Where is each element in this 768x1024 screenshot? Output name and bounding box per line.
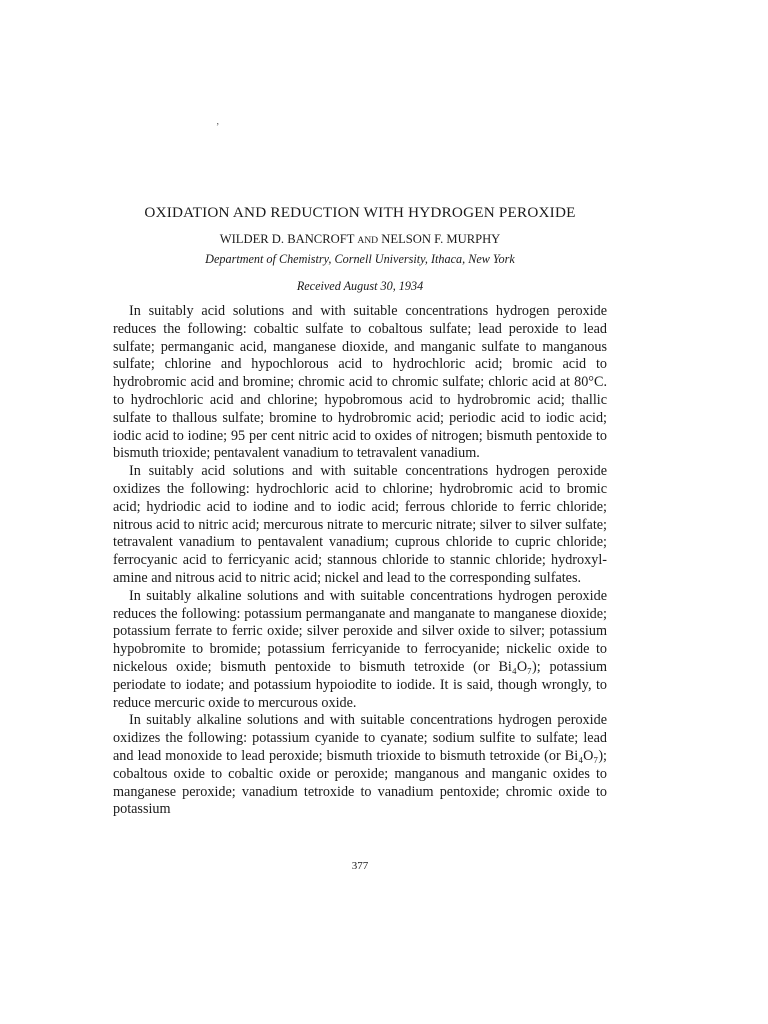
page-number: 377 — [351, 860, 369, 872]
paragraph-acid-oxidation: In suitably acid solutions and with suitable concentrations hydrogen peroxide oxidizes the following: hydrochloric acid to chlorine; hydrobromic acid to bromic acid; hydriodic acid to iodine and to iodic acid; ferrous chloride to ferric chloride; nitrous acid to nitric acid; mercurous nitrate to mercuric nitrate; silver to silver sulfate; tetravalent vanadium to pentavalent vanadium; cuprous chloride to cupric chloride; ferrocyanic acid to ferricyanic acid; stannous chloride to stannic chloride; hydroxylamine and nitrous acid to nitric acid; nickel and lead to the corresponding sulfates. — [113, 463, 607, 586]
author-affiliation: Department of Chemistry, Cornell University, Ithaca, New York — [205, 252, 515, 266]
author-joiner: AND — [357, 235, 379, 246]
received-date: Received August 30, 1934 — [296, 279, 424, 293]
scan-speck: ’ — [216, 122, 220, 133]
author-murphy: NELSON F. MURPHY — [381, 232, 501, 246]
paragraph-alkaline-oxidation: In suitably alkaline solutions and with suitable concentrations hydrogen peroxide oxidizes the following: potassium cyanide to cyanate; sodium sulfite to sulfate; lead and lead monoxide to lead peroxide; bismuth trioxide to bismuth tetroxide (or Bi₄O₇); cobaltous oxide to cobaltic oxide or peroxide; manganous and manganic oxides to manganese peroxide; vanadium tetroxide to vanadium pentoxide; chromic oxide to potassium — [113, 712, 607, 818]
article-body — [113, 303, 607, 819]
article-title: OXIDATION AND REDUCTION WITH HYDROGEN PEROXIDE — [144, 204, 576, 221]
author-bancroft: WILDER D. BANCROFT — [219, 232, 355, 246]
article-authors — [113, 232, 607, 247]
paragraph-acid-reduction: In suitably acid solutions and with suitable concentrations hydrogen peroxide reduces the following: cobaltic sulfate to cobaltous sulfate; lead peroxide to lead sulfate; permanganic acid, manganese dioxide, and manganic sulfate to manganous sulfate; chlorine and hypochlorous acid to hydrochloric acid; bromic acid to hydrobromic acid and bromine; chromic acid to chromic sulfate; chloric acid at 80°C. to hydrochloric acid and chlorine; hypobromous acid to hydrobromic acid; thallic sulfate to thallous sulfate; bromine to hydrobromic acid; periodic acid to iodic acid; iodic acid to iodine; 95 per cent nitric acid to oxides of nitrogen; bismuth pentoxide to bismuth trioxide; pentavalent vanadium to tetravalent vanadium. — [113, 303, 607, 462]
paragraph-alkaline-reduction: In suitably alkaline solutions and with suitable concentrations hydrogen peroxide reduces the following: potassium permanganate and manganate to manganese dioxide; potassium ferrate to ferric oxide; silver peroxide and silver oxide to silver; potassium hypobromite to bromide; potassium ferricyanide to ferrocyanide; nickelic oxide to nickelous oxide; bismuth pentoxide to bismuth tetroxide (or Bi₄O₇); potassium periodate to iodate; and potassium hypoiodite to iodide. It is said, though wrongly, to reduce mercuric oxide to mercurous oxide. — [113, 587, 607, 711]
